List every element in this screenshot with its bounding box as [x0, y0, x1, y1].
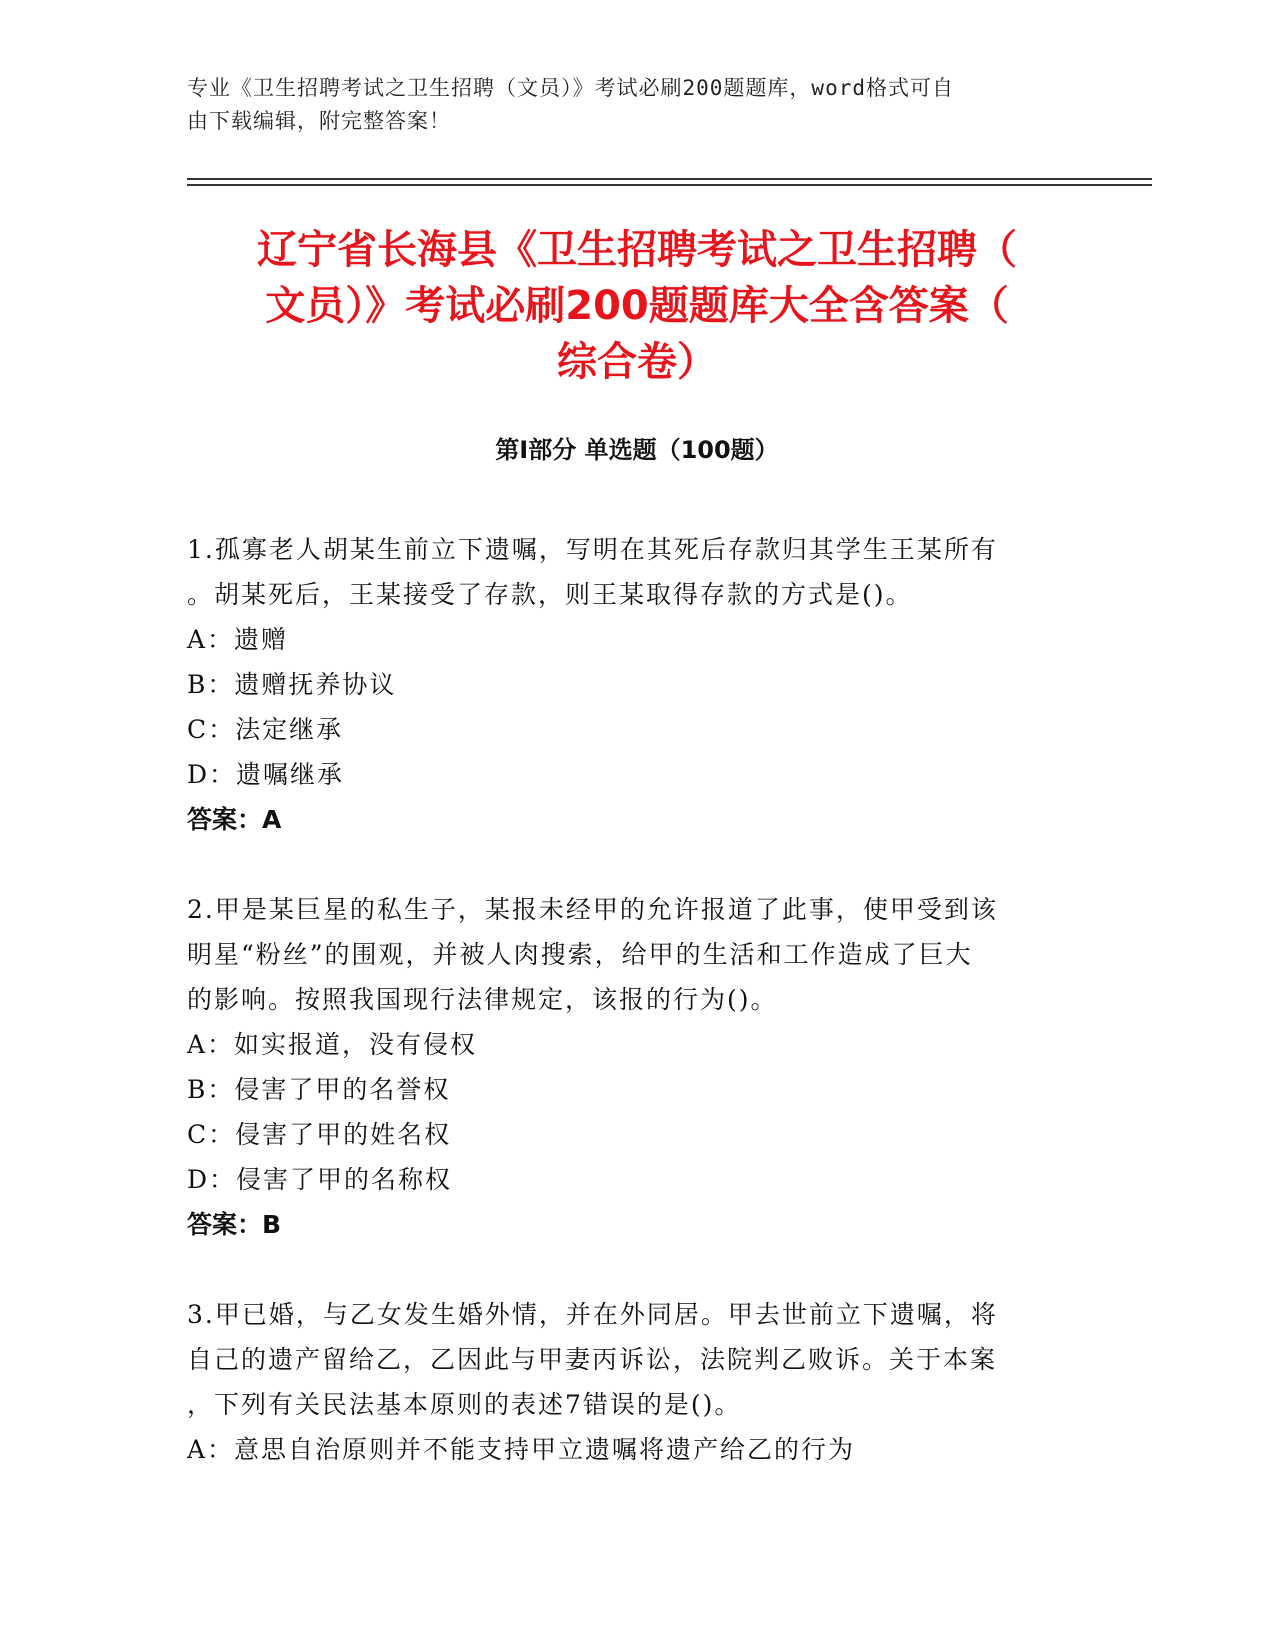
intro-line: 由下载编辑，附完整答案！ — [187, 109, 451, 133]
title-line: 文员）》考试必刷200题题库大全含答案（ — [265, 283, 1009, 329]
title-line: 辽宁省长海县《卫生招聘考试之卫生招聘（ — [257, 227, 1017, 273]
question-3 — [187, 1292, 1067, 1472]
stem-line: 。胡某死后，王某接受了存款，则王某取得存款的方式是()。 — [187, 580, 913, 609]
question-stem — [187, 887, 1067, 1022]
option-b: B：侵害了甲的名誉权 — [187, 1075, 451, 1104]
intro-line: 专业《卫生招聘考试之卫生招聘（文员）》考试必刷200题题库，word格式可自 — [187, 76, 954, 100]
title-line: 综合卷） — [557, 339, 717, 385]
stem-line: 的影响。按照我国现行法律规定，该报的行为()。 — [187, 985, 778, 1014]
intro-text — [187, 72, 1067, 138]
option-c: C：法定继承 — [187, 715, 344, 744]
option-d: D：侵害了甲的名称权 — [187, 1165, 453, 1194]
option-a: A：意思自治原则并不能支持甲立遗嘱将遗产给乙的行为 — [187, 1435, 856, 1464]
stem-line: 自己的遗产留给乙，乙因此与甲妻丙诉讼，法院判乙败诉。关于本案 — [187, 1345, 998, 1374]
answer-line: 答案：A — [187, 805, 282, 834]
option-a: A：如实报道，没有侵权 — [187, 1030, 478, 1059]
question-1 — [187, 527, 1067, 842]
option-a: A：遗赠 — [187, 625, 289, 654]
stem-line: ，下列有关民法基本原则的表述7错误的是()。 — [187, 1390, 742, 1419]
question-list — [187, 527, 1067, 1517]
stem-line: 2.甲是某巨星的私生子，某报未经甲的允许报道了此事，使甲受到该 — [187, 895, 998, 924]
option-b: B：遗赠抚养协议 — [187, 670, 397, 699]
question-stem — [187, 1292, 1067, 1427]
answer-line: 答案：B — [187, 1210, 282, 1239]
header-divider — [187, 178, 1152, 180]
stem-line: 1.孤寡老人胡某生前立下遗嘱，写明在其死后存款归其学生王某所有 — [187, 535, 998, 564]
section-heading: 第Ⅰ部分 单选题（100题） — [495, 436, 779, 464]
stem-line: 3.甲已婚，与乙女发生婚外情，并在外同居。甲去世前立下遗嘱，将 — [187, 1300, 998, 1329]
stem-line: 明星“粉丝”的围观，并被人肉搜索，给甲的生活和工作造成了巨大 — [187, 940, 973, 969]
question-stem — [187, 527, 1067, 617]
option-d: D：遗嘱继承 — [187, 760, 345, 789]
option-c: C：侵害了甲的姓名权 — [187, 1120, 452, 1149]
document-title — [187, 222, 1087, 390]
question-2 — [187, 887, 1067, 1247]
header-divider — [187, 184, 1152, 186]
